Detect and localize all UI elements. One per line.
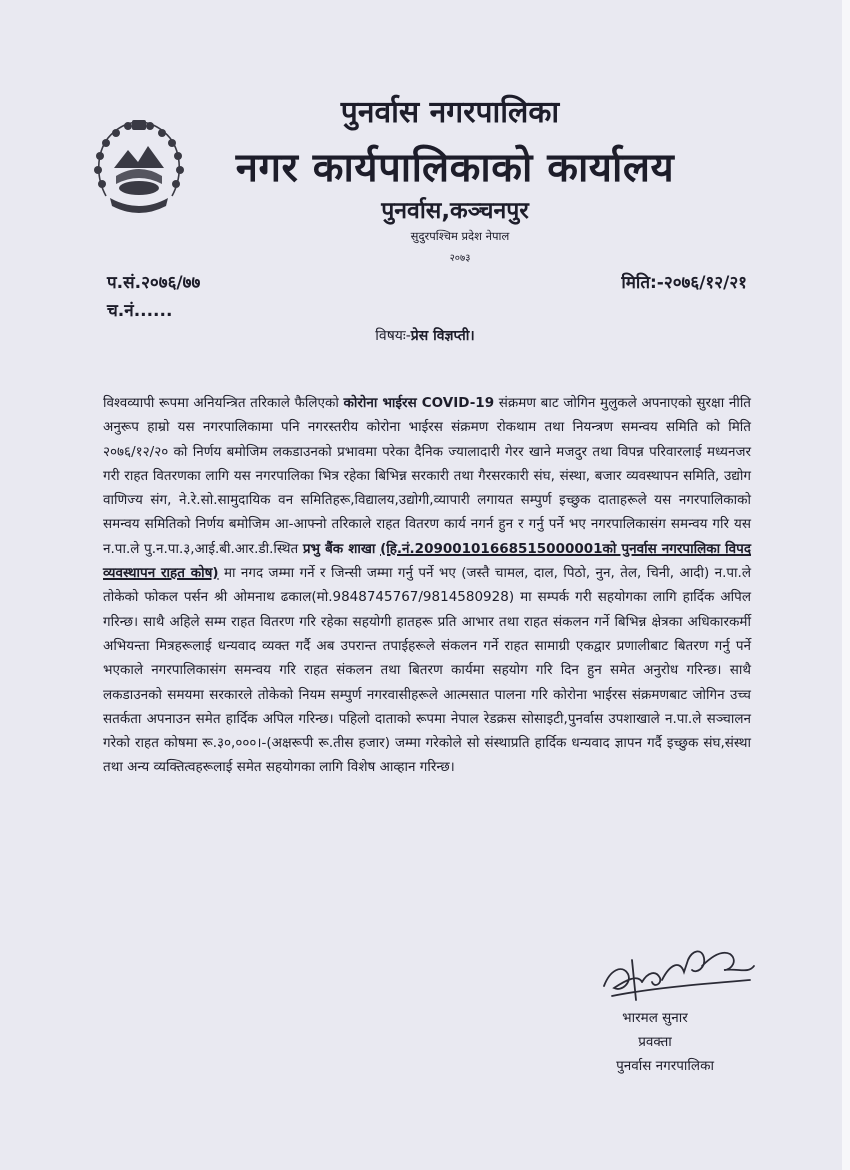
body-highlight-bank: प्रभु बैंक शाखा (302, 540, 376, 557)
subject-label: विषयः- (375, 328, 411, 344)
office-name: नगर कार्यपालिकाको कार्यालय (235, 145, 675, 191)
established-year: २०७३ (449, 253, 471, 264)
signatory-name: भारमल सुनार (622, 1010, 688, 1026)
letter-date: मिति:-२०७६/१२/२१ (621, 273, 747, 293)
office-location: पुनर्वास,कञ्चनपुर (381, 198, 529, 224)
dispatch-number: च.नं...... (107, 301, 173, 321)
letter-body (103, 391, 751, 780)
signatory-designation: प्रवक्ता (638, 1034, 672, 1050)
signature-icon (592, 930, 762, 1012)
province-name: सुदुरपश्चिम प्रदेश नेपाल (410, 229, 510, 243)
body-text: संक्रमण बाट जोगिन मुलुकले अपनाएको सुरक्षा नीति अनुरूप हाम्रो यस नगरपालिकामा पनि नगरस्तरीय कोरोना भाईरस संक्रमण रोकथाम तथा नियन्त्रण समन्वय समिति को मिति २०७६/१२/२० को निर्णय बमोजिम लकडाउनको प्रभावमा परेका दैनिक ज्यालादारी गेरर खाने मजदुर तथा विपन्न परिवारलाई मध्यनजर गरी राहत वितरणका लागि यस नगरपालिका भित्र रहेका बिभिन्न सरकारी तथा गैरसरकारी संघ, संस्था, बजार व्यवस्थापन समिति, उद्योग वाणिज्य संग, ने.रे.सो.सामुदायिक वन समितिहरू,विद्यालय,उद्योगी,व्यापारी लगायत सम्पुर्ण इच्छुक दाताहरूले यस नगरपालिकाको समन्वय समितिको निर्णय बमोजिम आ-आफ्नो तरिकाले राहत वितरण कार्य नगर्न हुन र गर्नु पर्ने भए नगरपालिकासंग समन्वय गरि यस न.पा.ले पु.न.पा.३,आई.बी.आर.डी.स्थित (103, 395, 752, 557)
reference-number: प.सं.२०७६/७७ (107, 273, 201, 293)
body-text: मा नगद जम्मा गर्ने र जिन्सी जम्मा गर्नु पर्ने भए (जस्तै चामल, दाल, पिठो, नुन, तेल, चिनी, आदी) न.पा.ले तोकेको फोकल पर्सन श्री ओमनाथ ढकाल(मो.9848745767/9814580928) मा सम्पर्क गरी सहयोगका लागि हार्दिक अपिल गरिन्छ। साथै अहिले सम्म राहत वितरण गरि रहेका सहयोगी हातहरू प्रति आभार तथा राहत संकलन गर्ने बिभिन्न क्षेत्रका अधिकारकर्मी अभियन्ता मित्रहरूलाई धन्यवाद व्यक्त गर्दै अब उपरान्त तपाईहरूले संकलन गर्ने राहत सामाग्री एकद्वार प्रणालीबाट बितरण गर्नु पर्ने भएकाले नगरपालिकासंग समन्वय गरि राहत संकलन तथा बितरण कार्यमा सहयोग गरि दिन हुन समेत अनुरोध गरिन्छ। साथै लकडाउनको समयमा सरकारले तोकेको नियम सम्पुर्ण नगरवासीहरूले आत्मसात पालना गरि कोरोना भाईरस संक्रमणबाट जोगिन उच्च सतर्कता अपनाउन समेत हार्दिक अपिल गरिन्छ। पहिलो दाताको रूपमा नेपाल रेडक्रस सोसाइटी,पुनर्वास उपशाखाले न.पा.ले सञ्चालन गरेको राहत कोषमा रू.३०,०००।-(अक्षरूपी रू.तीस हजार) जम्मा गरेकोले सो संस्थाप्रति हार्दिक धन्यवाद ज्ञापन गर्दै इच्छुक संघ,संस्था तथा अन्य व्यक्तित्वहरूलाई समेत सहयोगका लागि विशेष आव्हान गरिन्छ। (103, 565, 751, 776)
subject-text: प्रेस विज्ञप्ती। (410, 328, 475, 344)
body-highlight-account: (हि.नं.20900101668515000001को पुनर्वास नगरपालिका विपद व्यवस्थापन राहत कोष) (103, 540, 752, 582)
subject-line (0, 326, 850, 345)
municipality-name: पुनर्वास नगरपालिका (340, 95, 560, 130)
body-highlight-virus: कोरोना भाईरस COVID-19 (343, 395, 495, 411)
signatory-organization: पुनर्वास नगरपालिका (616, 1058, 714, 1074)
body-text: विश्वव्यापी रूपमा अनियन्त्रित तरिकाले फैलिएको (103, 395, 344, 411)
